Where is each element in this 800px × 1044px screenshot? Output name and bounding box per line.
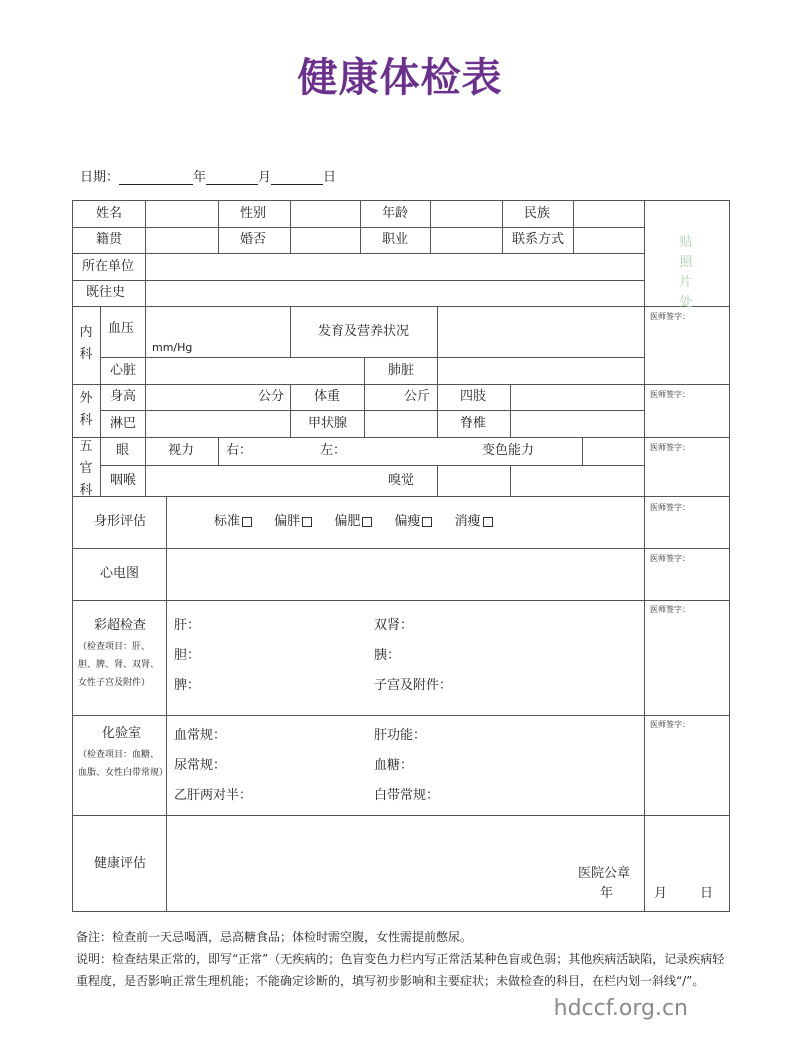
checkbox[interactable] [422, 517, 432, 527]
doctor-sign-surgery: 医师签字： [650, 390, 690, 399]
eval-day-label: 日 [700, 886, 714, 901]
eval-year-label: 年 [600, 886, 614, 901]
eye-label: 眼 [116, 443, 130, 458]
photo-placeholder: 贴照片处 [679, 235, 693, 310]
bp-unit: mm/Hg [152, 341, 193, 354]
internal-section-label: 内科 [79, 325, 93, 362]
ultrasound-label: 彩超检查 [94, 618, 147, 633]
gender-label: 性别 [240, 206, 267, 221]
vision-right-label: 右： [226, 443, 253, 458]
smell-label: 嗅觉 [388, 473, 415, 488]
eval-month-label: 月 [654, 886, 668, 901]
day-field[interactable] [271, 170, 323, 185]
name-label: 姓名 [96, 206, 123, 221]
checkbox[interactable] [302, 517, 312, 527]
evaluation-label: 健康评估 [94, 856, 147, 871]
lung-label: 肺脏 [388, 363, 415, 378]
year-label: 年 [193, 170, 207, 185]
color-vision-label: 变色能力 [482, 443, 535, 458]
thyroid-label: 甲状腺 [308, 416, 348, 431]
leucorrhea-label: 白带常规： [374, 788, 440, 803]
heart-label: 心脏 [110, 363, 137, 378]
ultrasound-note: （检查项目：肝、胆、脾、肾、双肾、女性子宫及附件） [78, 642, 160, 688]
explanation-text: 说明：检查结果正常的，即写“正常”（无疾病的；色盲变色力栏内写正常活某种色盲或色弱；其他疾病活缺陷，记录疾病轻重程度，是否影响正常生理机能；不能确定诊断的，填写初步影响和主要症状；未做检查的科目，在栏内划一斜线“/”。 [76, 952, 725, 988]
doctor-sign-senses: 医师签字： [650, 443, 690, 452]
spine-label: 脊椎 [460, 416, 487, 431]
body-shape-option[interactable]: 消瘦 [455, 514, 493, 529]
weight-unit: 公斤 [404, 389, 431, 404]
checkbox[interactable] [483, 517, 493, 527]
liver-label: 肝： [174, 618, 201, 633]
age-label: 年龄 [382, 206, 409, 221]
weight-label: 体重 [314, 389, 341, 404]
table-grid [72, 200, 730, 912]
checkbox[interactable] [362, 517, 372, 527]
notes-block [76, 926, 736, 992]
ethnicity-label: 民族 [524, 206, 551, 221]
date-row [80, 166, 336, 185]
hepb-label: 乙肝两对半： [174, 788, 253, 803]
remark-text: 备注：检查前一天忌喝酒，忌高糖食品；体检时需空腹，女性需提前憋尿。 [76, 930, 473, 944]
height-label: 身高 [110, 389, 137, 404]
bp-label: 血压 [108, 321, 135, 336]
nutrition-label: 发育及营养状况 [318, 324, 410, 339]
uterus-label: 子宫及附件： [374, 678, 453, 693]
employer-label: 所在单位 [82, 259, 135, 274]
liver-function-label: 肝功能： [374, 728, 427, 743]
senses-section-label: 五官科 [79, 439, 93, 498]
height-unit: 公分 [258, 389, 285, 404]
limbs-label: 四肢 [460, 389, 487, 404]
vision-left-label: 左： [320, 443, 347, 458]
native-place-label: 籍贯 [96, 232, 123, 247]
page-title: 健康体检表 [297, 55, 503, 101]
month-field[interactable] [206, 170, 258, 185]
body-shape-option[interactable]: 偏瘦 [394, 514, 432, 529]
body-shape-option[interactable]: 偏肥 [334, 514, 372, 529]
blood-glucose-label: 血糖： [374, 758, 414, 773]
gallbladder-label: 胆： [174, 648, 201, 663]
lab-note: （检查项目：血糖、血脂、女性白带常规） [78, 750, 169, 778]
watermark: hdccf.org.cn [553, 996, 688, 1021]
pancreas-label: 胰： [374, 648, 401, 663]
throat-label: 咽喉 [110, 473, 137, 488]
doctor-sign-ecg: 医师签字： [650, 554, 690, 563]
doctor-sign-lab: 医师签字： [650, 720, 690, 729]
body-shape-options [214, 514, 511, 530]
surgery-section-label: 外科 [79, 391, 93, 428]
body-shape-option[interactable]: 偏胖 [274, 514, 312, 529]
checkbox[interactable] [242, 517, 252, 527]
doctor-sign-body-shape: 医师签字： [650, 503, 690, 512]
body-shape-option[interactable]: 标准 [214, 514, 252, 529]
marital-label: 婚否 [240, 232, 267, 247]
year-field[interactable] [119, 170, 193, 185]
hospital-stamp-label: 医院公章 [578, 866, 631, 881]
date-label: 日期： [80, 170, 120, 185]
vision-label: 视力 [168, 443, 195, 458]
lymph-label: 淋巴 [110, 416, 137, 431]
contact-label: 联系方式 [512, 232, 565, 247]
month-label: 月 [258, 170, 272, 185]
exam-form-table [72, 200, 730, 912]
lab-label: 化验室 [102, 726, 142, 741]
urine-routine-label: 尿常规： [174, 758, 227, 773]
body-shape-label: 身形评估 [94, 514, 147, 529]
day-label: 日 [323, 170, 337, 185]
history-label: 既往史 [86, 285, 126, 300]
doctor-sign-ultrasound: 医师签字： [650, 605, 690, 614]
spleen-label: 脾： [174, 678, 201, 693]
occupation-label: 职业 [382, 232, 409, 247]
blood-routine-label: 血常规： [174, 728, 227, 743]
doctor-sign-internal: 医师签字： [650, 312, 690, 321]
kidneys-label: 双肾： [374, 618, 414, 633]
ecg-label: 心电图 [100, 566, 140, 581]
